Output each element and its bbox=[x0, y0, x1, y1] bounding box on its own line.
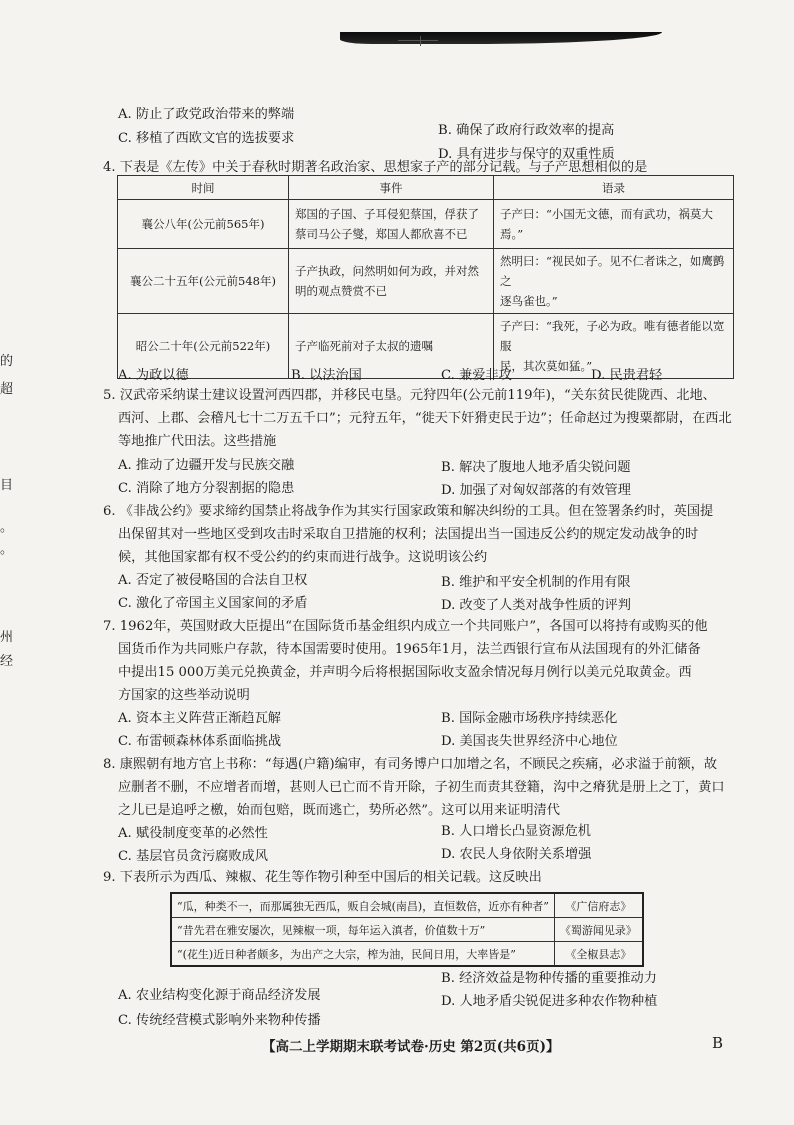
q9-option-a: A. 农业结构变化源于商品经济发展 bbox=[118, 988, 321, 1003]
q8-option-d: D. 农民人身依附关系增强 bbox=[441, 847, 592, 862]
q6-stem-line: 候，其他国家都有权不受公约的约束而进行战争。这说明该公约 bbox=[118, 550, 488, 565]
binding-mark-vertical bbox=[420, 36, 421, 46]
q9-stem: 9. 下表所示为西瓜、辣椒、花生等作物引种至中国后的相关记载。这反映出 bbox=[103, 870, 542, 885]
q4-table-row bbox=[118, 200, 734, 249]
q5-stem-line: 西河、上郡、会稽凡七十二万五千口”；元狩五年，“徙天下奸猾吏民于边”；任命赵过为搜粟都尉，在西北 bbox=[118, 411, 732, 426]
q9-table-row bbox=[171, 893, 643, 918]
q4-header-quote: 语录 bbox=[494, 176, 734, 200]
q8-stem-line: 应删者不删，不应增者而增，甚则人已亡而不肯开除，子初生而责其登籍，沟中之瘠犹是册上之丁，黄口 bbox=[118, 780, 725, 795]
q8-stem-line: 8. 康熙朝有地方官上书称：“每遇(户籍)编审，有司务博户口加增之名，不顾民之疾痛，必求溢于前额，故 bbox=[103, 757, 718, 772]
margin-fragment: 经 bbox=[0, 654, 14, 669]
q5-option-b: B. 解决了腹地人地矛盾尖锐问题 bbox=[441, 460, 631, 475]
q6-option-b: B. 维护和平安全机制的作用有限 bbox=[441, 575, 631, 590]
q6-option-c: C. 激化了帝国主义国家间的矛盾 bbox=[118, 596, 308, 611]
q6-stem-line: 6. 《非战公约》要求缔约国禁止将战争作为其实行国家政策和解决纠纷的工具。但在签署条约时，英国提 bbox=[103, 504, 714, 519]
q4-cell-time: 襄公八年(公元前565年) bbox=[118, 200, 289, 249]
q4-event-line: 子产临死前对子太叔的遗嘱 bbox=[295, 339, 433, 353]
q4-event-line: 明的观点赞赏不已 bbox=[295, 284, 387, 298]
margin-fragment: 州 bbox=[0, 630, 14, 645]
q8-option-a: A. 赋役制度变革的必然性 bbox=[118, 826, 268, 841]
q9-cell-source: 《蜀游闻见录》 bbox=[554, 918, 643, 942]
q9-cell-text: “昔先君在雅安屡次，见辣椒一项，每年运入滇者，价值数十万” bbox=[171, 918, 554, 942]
q8-option-c: C. 基层官员贪污腐败成风 bbox=[118, 849, 268, 864]
q4-cell-event bbox=[289, 200, 494, 249]
q7-stem-line: 方国家的这些举动说明 bbox=[118, 688, 250, 703]
page-label: B bbox=[712, 1034, 724, 1052]
q9-option-c: C. 传统经营模式影响外来物种传播 bbox=[118, 1013, 321, 1028]
q9-cell-text: “(花生)近日种者颇多，为出产之大宗，榨为油，民间日用，大率皆是” bbox=[171, 942, 554, 967]
q4-event-line: 蔡司马公子燮，郑国人都欣喜不已 bbox=[295, 227, 468, 241]
footer-bracket-left: 【 bbox=[262, 1039, 276, 1055]
q9-table-row bbox=[171, 942, 643, 967]
q3-option-a: A. 防止了政党政治带来的弊端 bbox=[118, 107, 295, 122]
q3-option-d: D. 具有进步与保守的双重性质 bbox=[438, 147, 615, 162]
footer-page-number: 第2页(共6页) bbox=[460, 1039, 546, 1055]
q4-table-header bbox=[118, 176, 734, 200]
q4-table-row bbox=[118, 249, 734, 314]
q9-option-b: B. 经济效益是物种传播的重要推动力 bbox=[441, 971, 657, 986]
q7-stem-line: 国货币作为共同账户存款，待本国需要时使用。1965年1月，法兰西银行宣布从法国现有的外汇储备 bbox=[118, 642, 701, 657]
q6-option-a: A. 否定了被侵略国的合法自卫权 bbox=[118, 573, 308, 588]
q7-option-c: C. 布雷顿森林体系面临挑战 bbox=[118, 734, 282, 749]
q5-option-a: A. 推动了边疆开发与民族交融 bbox=[118, 458, 295, 473]
q4-option-a: A. 为政以德 bbox=[118, 368, 189, 383]
q7-option-d: D. 美国丧失世界经济中心地位 bbox=[441, 734, 618, 749]
q4-header-time: 时间 bbox=[118, 176, 289, 200]
q4-header-event: 事件 bbox=[289, 176, 494, 200]
margin-fragment: 目 bbox=[0, 478, 14, 493]
margin-fragment: 。 bbox=[0, 520, 14, 535]
q9-cell-source: 《广信府志》 bbox=[554, 893, 643, 918]
footer-bracket-right: 】 bbox=[545, 1039, 560, 1055]
margin-fragment: 的 bbox=[0, 354, 14, 369]
q4-cell-event bbox=[289, 249, 494, 314]
q4-cell-time: 襄公二十五年(公元前548年) bbox=[118, 249, 289, 314]
binding-mark bbox=[398, 40, 438, 41]
scan-shadow-bar bbox=[340, 32, 662, 44]
q8-stem-line: 之儿已是追呼之檄，始而包赔，既而逃亡，势所必然”。这可以用来证明清代 bbox=[118, 803, 560, 818]
margin-fragment: 。 bbox=[0, 542, 14, 557]
q9-table-row bbox=[171, 918, 643, 942]
q4-quote-line: 子产曰：“我死，子必为政。唯有德者能以宽服 bbox=[500, 319, 725, 353]
page-footer bbox=[262, 1035, 559, 1055]
q5-stem-line: 等地推广代田法。这些措施 bbox=[118, 434, 277, 449]
q7-stem-line: 7. 1962年，英国财政大臣提出“在国际货币基金组织内成立一个共同账户”，各国可以将持有或购买的他 bbox=[103, 619, 708, 634]
q4-option-c: C. 兼爱非攻 bbox=[441, 368, 512, 383]
q4-table bbox=[117, 175, 734, 379]
q7-stem-line: 中提出15 000万美元兑换黄金，并声明今后将根据国际收支盈余情况每月例行以美元兑取黄金。西 bbox=[118, 665, 692, 680]
q9-cell-text: “瓜，种类不一，而那属独无西瓜，贩自会城(南昌)，直恒数倍，近亦有种者” bbox=[171, 893, 554, 918]
q9-cell-source: 《全椒县志》 bbox=[554, 942, 643, 967]
q4-event-line: 子产执政，问然明如何为政，并对然 bbox=[295, 264, 479, 278]
q7-option-a: A. 资本主义阵营正渐趋瓦解 bbox=[118, 711, 281, 726]
q4-quote-line: 民，其次莫如猛。” bbox=[500, 359, 593, 373]
q9-option-d: D. 人地矛盾尖锐促进多种农作物种植 bbox=[441, 994, 658, 1009]
q4-quote-line: 子产曰：“小国无文德，而有武功，祸莫大焉。” bbox=[500, 207, 713, 241]
q4-option-d: D. 民贵君轻 bbox=[591, 368, 663, 383]
q4-quote-line: 然明曰：“视民如子。见不仁者诛之，如鹰鹯之 bbox=[500, 254, 725, 288]
q3-option-c: C. 移植了西欧文官的选拔要求 bbox=[118, 131, 295, 146]
q6-stem-line: 出保留其对一些地区受到攻击时采取自卫措施的权利；法国提出当一国违反公约的规定发动战争的时 bbox=[118, 527, 699, 542]
footer-exam-title: 高二上学期期末联考试卷·历史 bbox=[275, 1039, 456, 1055]
q5-option-d: D. 加强了对匈奴部落的有效管理 bbox=[441, 483, 631, 498]
q8-option-b: B. 人口增长凸显资源危机 bbox=[441, 824, 591, 839]
q9-table bbox=[170, 892, 644, 967]
q4-cell-time: 昭公二十年(公元前522年) bbox=[118, 314, 289, 379]
q4-cell-quote bbox=[494, 249, 734, 314]
q5-option-c: C. 消除了地方分裂割据的隐患 bbox=[118, 481, 295, 496]
q3-option-b: B. 确保了政府行政效率的提高 bbox=[438, 123, 615, 138]
q4-event-line: 郑国的子国、子耳侵犯蔡国，俘获了 bbox=[295, 207, 479, 221]
q4-stem: 4. 下表是《左传》中关于春秋时期著名政治家、思想家子产的部分记载。与子产思想相似的是 bbox=[103, 160, 648, 175]
margin-fragment: 超 bbox=[0, 382, 14, 397]
q7-option-b: B. 国际金融市场秩序持续恶化 bbox=[441, 711, 618, 726]
q6-option-d: D. 改变了人类对战争性质的评判 bbox=[441, 598, 631, 613]
q4-option-b: B. 以法治国 bbox=[291, 368, 362, 383]
q5-stem-line: 5. 汉武帝采纳谋士建议设置河西四郡，并移民屯垦。元狩四年(公元前119年)，“关东贫民徙陇西、北地、 bbox=[103, 388, 716, 403]
q4-quote-line: 逐鸟雀也。” bbox=[500, 294, 558, 308]
q4-cell-quote bbox=[494, 200, 734, 249]
